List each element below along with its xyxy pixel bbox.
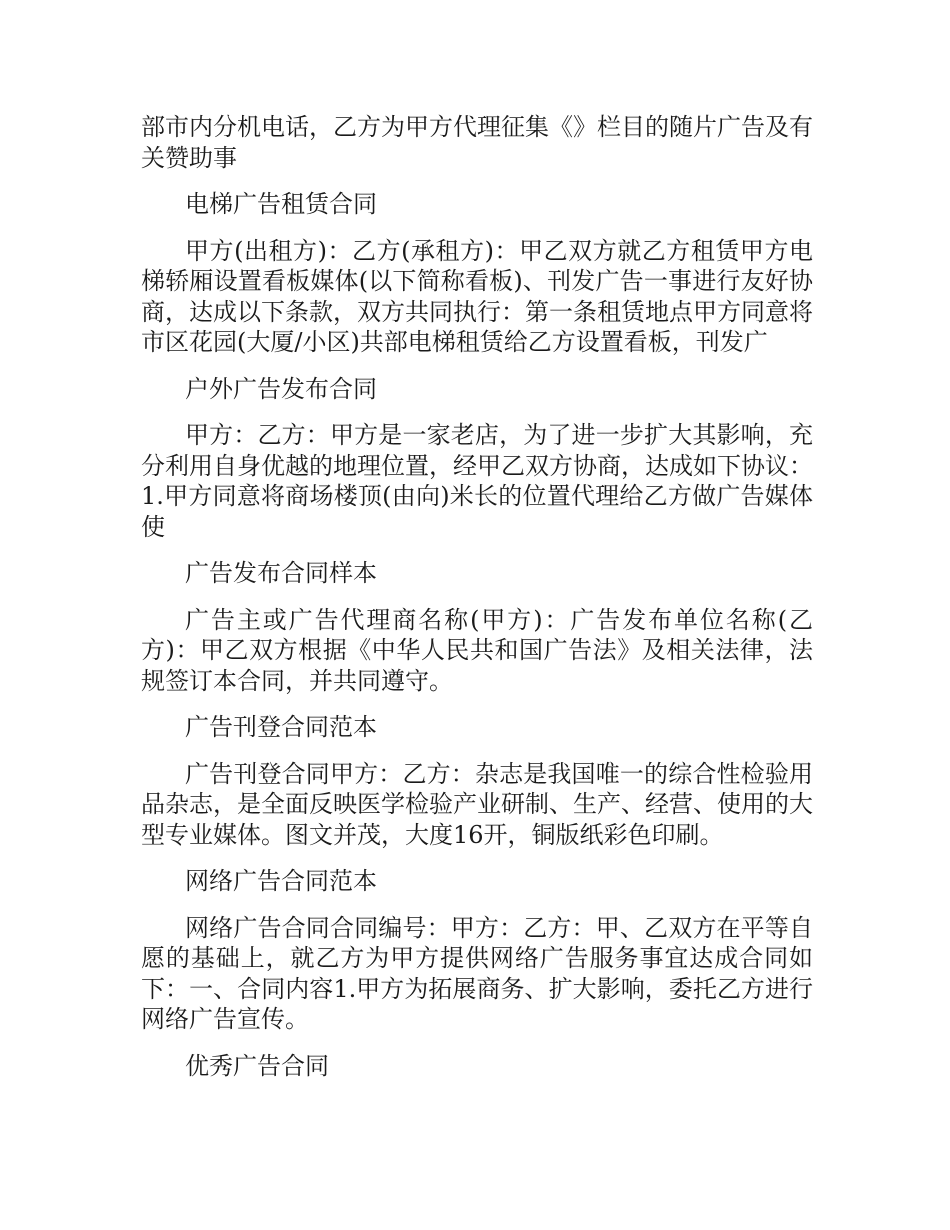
paragraph-elevator-ad-lease: 甲方(出租方)：乙方(承租方)：甲乙双方就乙方租赁甲方电梯轿厢设置看板媒体(以下简称看板)、刊发广告一事进行友好协商，达成以下条款，双方共同执行：第一条租赁地点甲方同意将市区花园(大厦/小区)共部电梯租赁给乙方设置看板，刊发广 xyxy=(141,236,813,356)
document-body xyxy=(141,112,813,1097)
paragraph-outdoor-ad: 甲方：乙方：甲方是一家老店，为了进一步扩大其影响，充分利用自身优越的地理位置，经甲乙双方协商，达成如下协议：1.甲方同意将商场楼顶(由向)米长的位置代理给乙方做广告媒体使 xyxy=(141,421,813,541)
section-heading-excellent-ad: 优秀广告合同 xyxy=(185,1051,329,1080)
section-heading-ad-release-sample: 广告发布合同样本 xyxy=(185,559,377,587)
section-heading-outdoor-ad: 户外广告发布合同 xyxy=(185,374,377,403)
section-heading-online-ad-template: 网络广告合同范本 xyxy=(185,867,377,895)
section-heading-ad-publish-template: 广告刊登合同范本 xyxy=(185,713,377,741)
paragraph-ad-publish-template: 广告刊登合同甲方：乙方：杂志是我国唯一的综合性检验用品杂志，是全面反映医学检验产业研制、生产、经营、使用的大型专业媒体。图文并茂，大度16开，铜版纸彩色印刷。 xyxy=(141,759,813,849)
paragraph-ad-release-sample: 广告主或广告代理商名称(甲方)：广告发布单位名称(乙方)：甲乙双方根据《中华人民共和国广告法》及相关法律，法规签订本合同，并共同遵守。 xyxy=(141,605,813,695)
paragraph-continuation: 部市内分机电话，乙方为甲方代理征集《》栏目的随片广告及有关赞助事 xyxy=(141,113,813,172)
paragraph-online-ad-template: 网络广告合同合同编号：甲方：乙方：甲、乙双方在平等自愿的基础上，就乙方为甲方提供网络广告服务事宜达成合同如下：一、合同内容1.甲方为拓展商务、扩大影响，委托乙方进行网络广告宣传。 xyxy=(141,913,813,1033)
section-heading-elevator-ad-lease: 电梯广告租赁合同 xyxy=(185,190,377,218)
